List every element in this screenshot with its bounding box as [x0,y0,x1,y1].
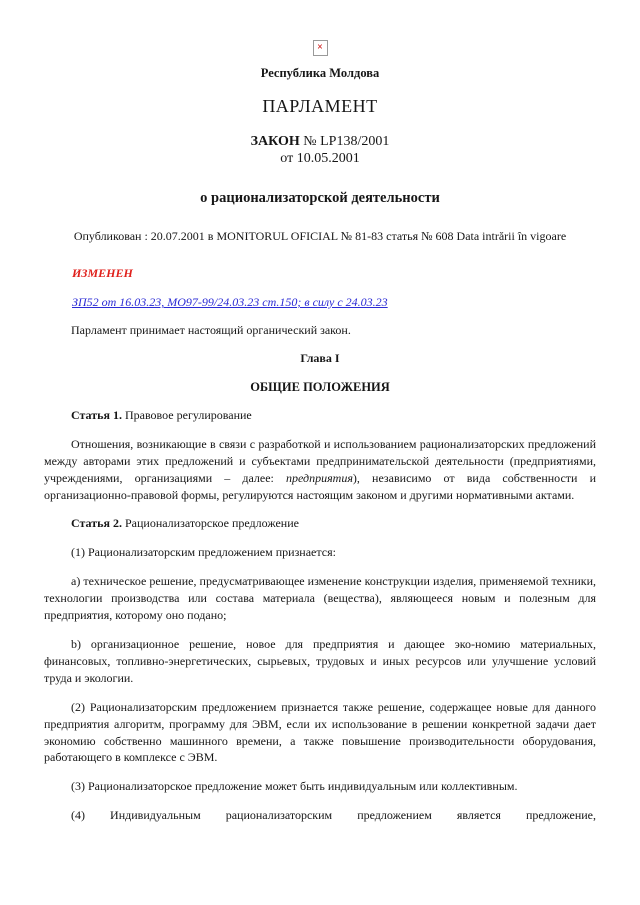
article-2-label: Статья 2. [71,516,122,531]
chapter-number: Глава I [300,350,340,365]
law-title: о рационализаторской деятельности [200,190,440,206]
article-1-title: Правовое регулирование [121,407,252,422]
law-date: от 10.05.2001 [280,151,360,166]
law-number: № LP138/2001 [303,134,390,149]
article-2-heading [44,515,596,532]
law-type-label: ЗАКОН [250,134,300,149]
law-heading [44,134,596,150]
article-2-title: Рационализаторское предложение [121,516,299,531]
article-1-text-after: ), независимо от вида собственности и организационно-правовой формы, регулируются настоящим законом и другими нормативными актами. [44,470,596,502]
institution-name: ПАРЛАМЕНТ [262,96,378,116]
emblem-area [44,40,596,56]
article-2-clause-3: (3) Рационализаторское предложение может быть индивидуальным или коллективным. [71,779,518,794]
amendment-link[interactable]: ЗП52 от 16.03.23, МО97-99/24.03.23 ст.150; в силу с 24.03.23 [72,295,388,309]
article-1-text-before: Отношения, возникающие в связи с разработкой и использованием рационализаторских предложений между авторами этих предложений и субъектами предпринимательской деятельности (предприятиями, учреждениями, организациями – далее: [44,436,596,485]
article-1-label: Статья 1. [71,407,122,422]
publication-line: Опубликован : 20.07.2001 в MONITORUL OFICIAL № 81-83 статья № 608 Data intrării în vigoare [73,229,567,243]
article-2-clause-1: (1) Рационализаторским предложением признается: [71,545,336,560]
chapter-title: ОБЩИЕ ПОЛОЖЕНИЯ [250,379,390,394]
article-2-clause-2: (2) Рационализаторским предложением признается также решение, содержащее новые для данного предприятия алгоритм, программу для ЭВМ, если их использование в решении конкретной задачи дает экономию собственно машинного времени, а также повышение производительности оборудования, работающего в комплексе с ЭВМ. [44,699,596,765]
amended-status-label: ИЗМЕНЕН [72,266,133,280]
article-2-item-b: b) организационное решение, новое для предприятия и дающее эко-номию материальных, финансовых, топливно-энергетических, сырьевых, трудовых и иных ресурсов или улучшение условий труда и экологии. [44,636,596,685]
article-1-heading [44,407,596,424]
article-2-item-a: а) техническое решение, предусматривающее изменение конструкции изделия, применяемой техники, технологии производства или состава материала (вещества), являющееся новым и полезным для предприятия, которому оно подано; [44,574,596,623]
amendment-link-line [44,295,596,310]
broken-image-icon: × [313,40,328,56]
preamble: Парламент принимает настоящий органический закон. [71,323,351,337]
article-2-clause-4: (4) Индивидуальным рационализаторским предложением является предложение, [71,808,596,823]
article-1-paragraph [44,436,596,504]
country-name: Республика Молдова [260,66,380,80]
article-1-term-italic: предприятия [286,470,353,485]
